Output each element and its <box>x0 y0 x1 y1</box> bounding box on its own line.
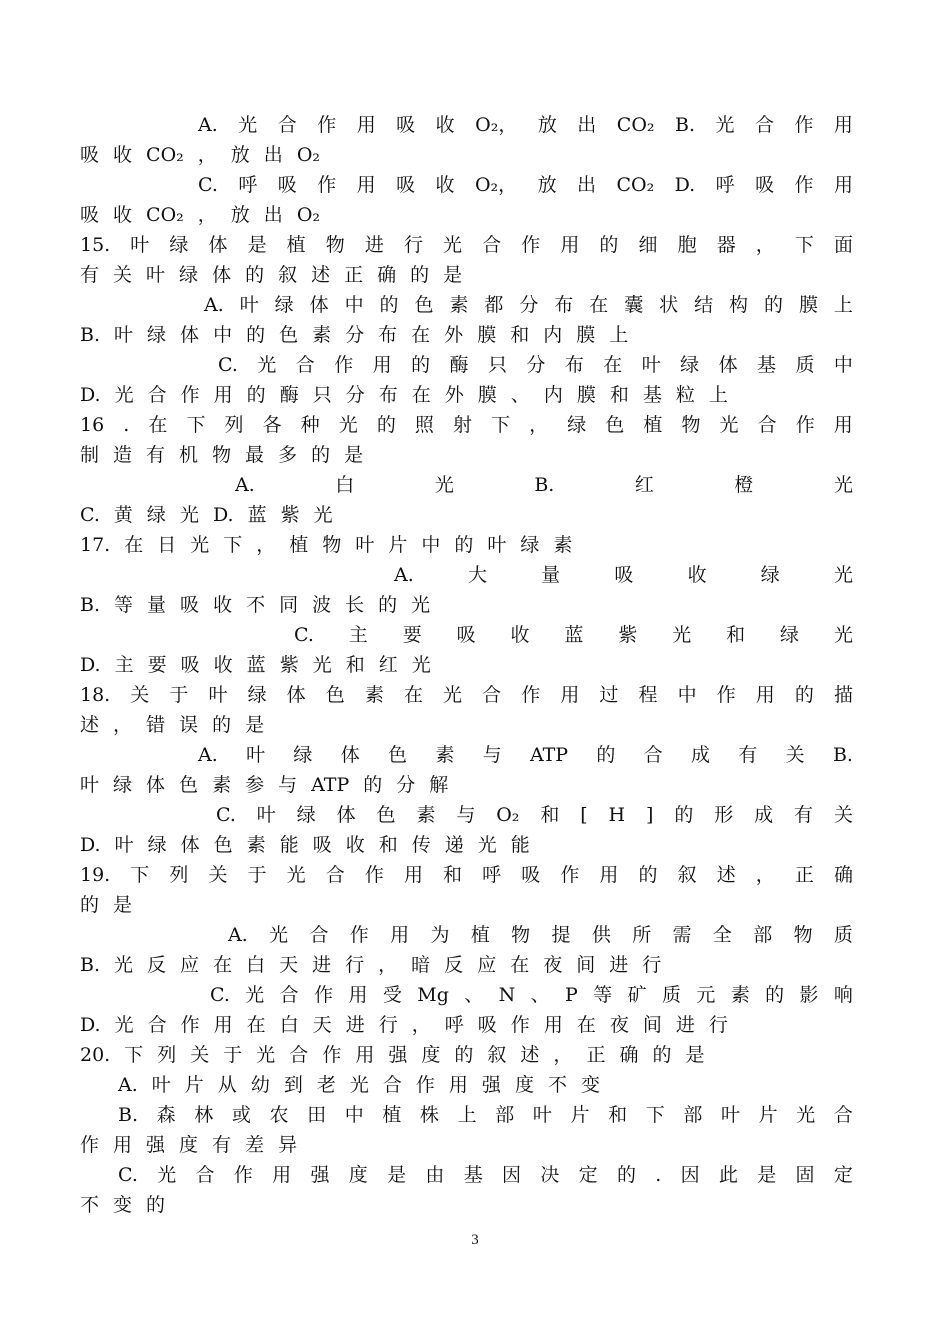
text-line: D. 叶 绿 体 色 素 能 吸 收 和 传 递 光 能 <box>80 834 530 856</box>
text-line: 制 造 有 机 物 最 多 的 是 <box>80 444 364 466</box>
text-line: B. 光 反 应 在 白 天 进 行 ， 暗 反 应 在 夜 间 进 行 <box>80 954 662 976</box>
text-line: 19. 下 列 关 于 光 合 作 用 和 呼 吸 作 用 的 叙 述 ， 正 确 <box>80 864 853 886</box>
text-line: 17. 在 日 光 下 ， 植 物 叶 片 中 的 叶 绿 素 <box>80 534 573 556</box>
text-line: A. 光 合 作 用 吸 收 O₂， 放 出 CO₂ B. 光 合 作 用 <box>198 114 853 136</box>
text-line: 述 ， 错 误 的 是 <box>80 714 265 736</box>
text-line: 16 . 在 下 列 各 种 光 的 照 射 下 ， 绿 色 植 物 光 合 作 用 <box>80 414 853 436</box>
text-line: C. 呼 吸 作 用 吸 收 O₂， 放 出 CO₂ D. 呼 吸 作 用 <box>198 174 853 196</box>
text-line: 有 关 叶 绿 体 的 叙 述 正 确 的 是 <box>80 264 463 286</box>
text-line: 吸 收 CO₂ ， 放 出 O₂ <box>80 204 321 226</box>
text-line: A. 大 量 吸 收 绿 光 <box>394 564 853 586</box>
text-line: A. 叶 片 从 幼 到 老 光 合 作 用 强 度 不 变 <box>118 1074 600 1096</box>
text-line: C. 光 合 作 用 的 酶 只 分 布 在 叶 绿 体 基 质 中 <box>218 354 853 376</box>
text-line: 作 用 强 度 有 差 异 <box>80 1134 298 1156</box>
text-line: A. 白 光 B. 红 橙 光 <box>235 474 853 496</box>
text-line: 15. 叶 绿 体 是 植 物 进 行 光 合 作 用 的 细 胞 器 ， 下 面 <box>80 234 853 256</box>
text-line: C. 主 要 吸 收 蓝 紫 光 和 绿 光 <box>294 624 853 646</box>
text-line: C. 叶 绿 体 色 素 与 O₂ 和 [ H ] 的 形 成 有 关 <box>216 804 853 826</box>
text-line: B. 等 量 吸 收 不 同 波 长 的 光 <box>80 594 431 616</box>
text-line: A. 叶 绿 体 色 素 与 ATP 的 合 成 有 关 B. <box>198 744 853 766</box>
text-line: 18. 关 于 叶 绿 体 色 素 在 光 合 作 用 过 程 中 作 用 的 描 <box>80 684 853 706</box>
text-line: C. 光 合 作 用 强 度 是 由 基 因 决 定 的 . 因 此 是 固 定 <box>118 1164 853 1186</box>
text-line: 不 变 的 <box>80 1194 166 1216</box>
text-line: C. 光 合 作 用 受 Mg 、 N 、 P 等 矿 质 元 素 的 影 响 <box>210 984 853 1006</box>
text-line: A. 光 合 作 用 为 植 物 提 供 所 需 全 部 物 质 <box>228 924 853 946</box>
text-line: D. 主 要 吸 收 蓝 紫 光 和 红 光 <box>80 654 431 676</box>
text-line: A. 叶 绿 体 中 的 色 素 都 分 布 在 囊 状 结 构 的 膜 上 <box>204 294 853 316</box>
text-line: C. 黄 绿 光 D. 蓝 紫 光 <box>80 504 333 526</box>
page-number: 3 <box>471 1232 479 1248</box>
text-line: B. 森 林 或 农 田 中 植 株 上 部 叶 片 和 下 部 叶 片 光 合 <box>118 1104 853 1126</box>
text-line: 20. 下 列 关 于 光 合 作 用 强 度 的 叙 述 ， 正 确 的 是 <box>80 1044 705 1066</box>
text-line: D. 光 合 作 用 的 酶 只 分 布 在 外 膜 、 内 膜 和 基 粒 上 <box>80 384 728 406</box>
text-line: B. 叶 绿 体 中 的 色 素 分 布 在 外 膜 和 内 膜 上 <box>80 324 629 346</box>
text-line: D. 光 合 作 用 在 白 天 进 行 ， 呼 吸 作 用 在 夜 间 进 行 <box>80 1014 728 1036</box>
text-line: 吸 收 CO₂ ， 放 出 O₂ <box>80 144 321 166</box>
text-line: 的 是 <box>80 894 133 916</box>
text-line: 叶 绿 体 色 素 参 与 ATP 的 分 解 <box>80 774 449 796</box>
